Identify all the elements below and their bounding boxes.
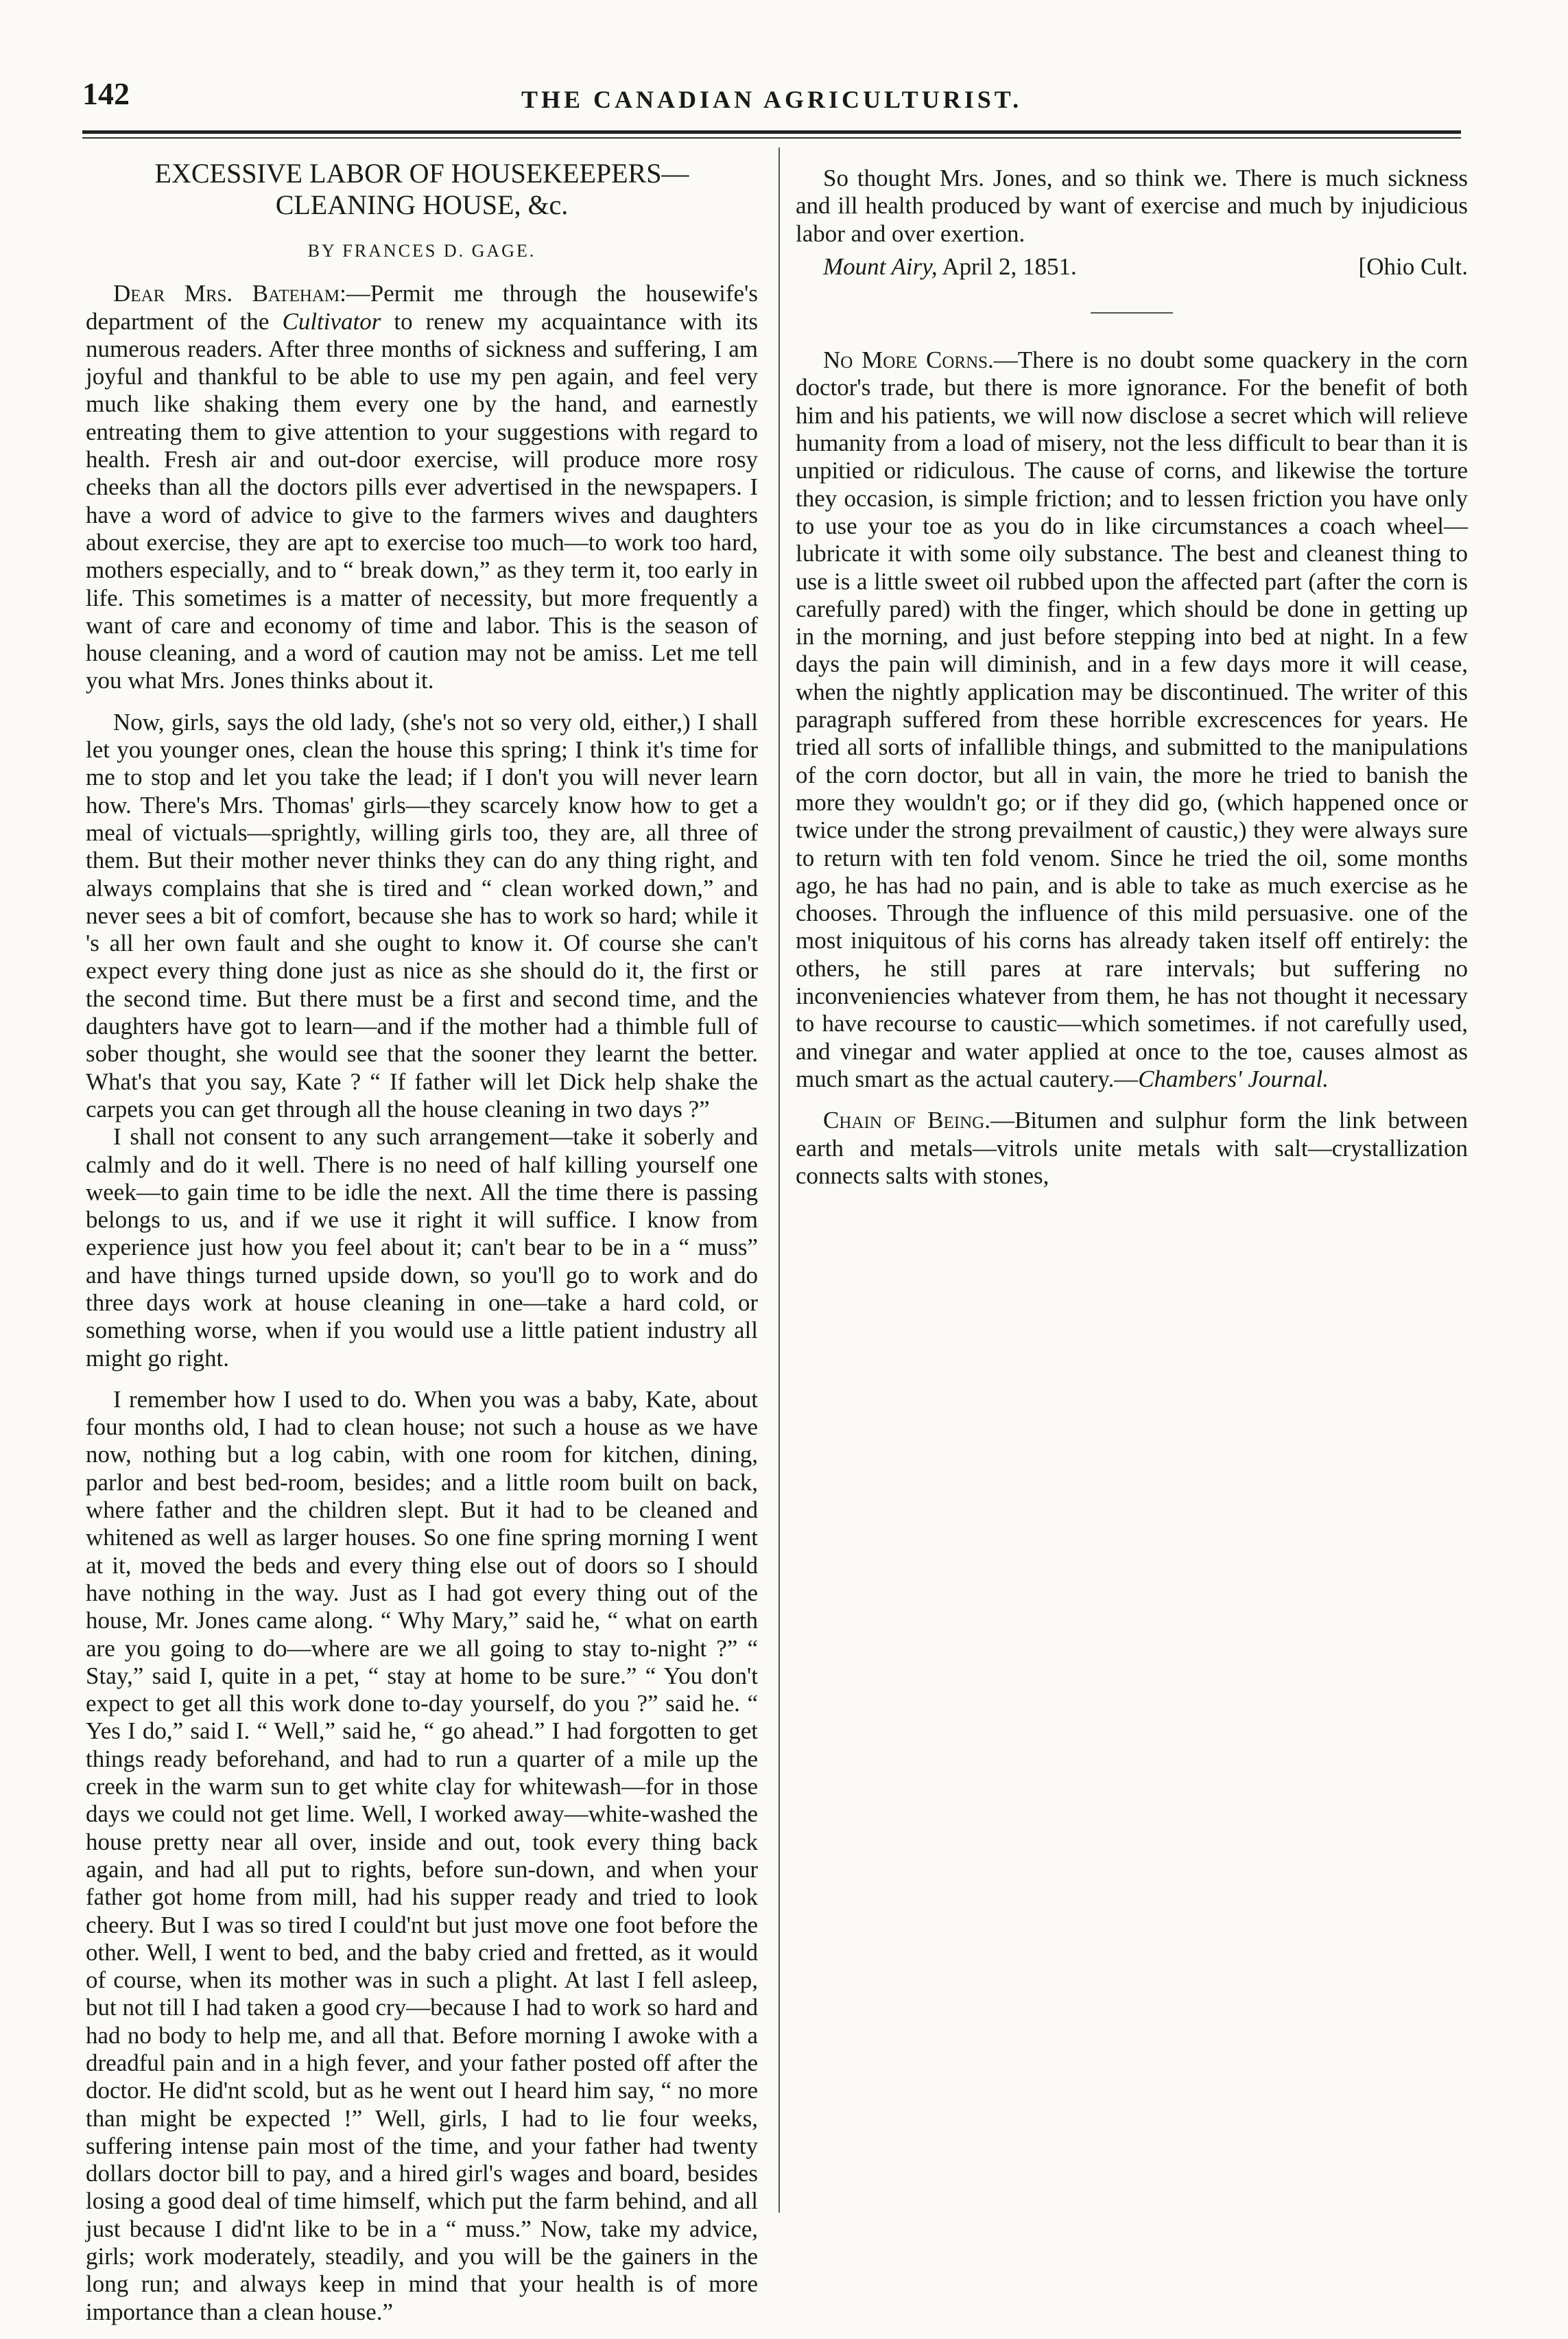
article-paragraph-3: I shall not consent to any such arrangement—take it soberly and calmly and do it well. There is no need of half killing yourself one week—to gain time to be idle the next. All the time there is passing belongs to us, and if we use it right it will suffice. I know from experience just how you feel about it; can't bear to be in a “ muss” and have things turned upside down, so you'll go to work and do three days work at house cleaning in one—take a hard cold, or something worse, when if you would use a little patient industry all might go right.: [86, 1123, 758, 1372]
chain-heading: Chain of Being.: [823, 1107, 990, 1134]
article-paragraph-4: I remember how I used to do. When you was a baby, Kate, about four months old, I had to clean house; not such a house as we have now, nothing but a log cabin, with one room for kitchen, dining, parlor and best bed-room, besides; and a little room built on back, where father and the children slept. But it had to be cleaned and whitened as well as larger houses. So one fine spring morning I went at it, moved the beds and every thing else out of doors so I should have nothing in the way. Just as I had got every thing out of the house, Mr. Jones came along. “ Why Mary,” said he, “ what on earth are you going to do—where are we all going to stay to-night ?” “ Stay,” said I, quite in a pet, “ stay at home to be sure.” “ You don't expect to get all this work done to-day yourself, do you ?” said he. “ Yes I do,” said I. “ Well,” said he, “ go ahead.” I had forgotten to get things ready beforehand, and had to run a quarter of a mile up the creek in the warm sun to get white clay for whitewash—for in those days we could not get lime. Well, I worked away—white-washed the house pretty near all over, inside and out, took every thing back again, and had all put to rights, before sun-down, and when your father got home from mill, had his supper ready and tried to look cheery. But I was so tired I could'nt but just move one foot before the other. Well, I went to bed, and the baby cried and fretted, as it would of course, when its mother was in such a plight. At last I fell asleep, but not till I had taken a good cry—because I had to work so hard and had no body to help me, and all that. Before morning I awoke with a dreadful pain and in a high fever, and your father posted off after the doctor. He did'nt scold, but as he went out I heard him say, “ no more than might be expected !” Well, girls, I had to lie four weeks, suffering intense pain most of the time, and your father had twenty dollars doctor bill to pay, and a hired girl's wages and board, besides losing a good deal of time himself, which put the farm behind, and all just because I did'nt like to be in a “ muss.” Now, take my advice, girls; work moderately, steadily, and you will be the gainers in the long run; and always keep in mind that your health is of more importance than a clean house.”: [86, 1385, 758, 2325]
article-dateline: [796, 253, 1468, 281]
page-number: 142: [82, 76, 130, 111]
left-column: [86, 151, 758, 2326]
dateline-date: April 2, 1851.: [937, 252, 1077, 280]
dateline-source: [Ohio Cult.: [1358, 252, 1468, 280]
article-paragraph-5: So thought Mrs. Jones, and so think we. There is much sickness and ill health produced by want of exercise and much by injudicious labor and over exertion.: [796, 165, 1468, 247]
page-header: [82, 75, 1461, 124]
header-rule-thin: [82, 137, 1461, 139]
dateline-place: Mount Airy,: [823, 252, 938, 280]
article-title: EXCESSIVE LABOR OF HOUSEKEEPERS—CLEANING HOUSE, &c.: [154, 158, 689, 220]
cultivator-title: Cultivator: [282, 307, 381, 335]
header-rule-thick: [82, 130, 1461, 134]
corns-source: Chambers' Journal.: [1138, 1065, 1329, 1092]
article-paragraph-2: Now, girls, says the old lady, (she's not so very old, either,) I shall let you younger ones, clean the house this spring; I think it's time for me to stop and let you take the lead; if I don't you will never learn how. There's Mrs. Thomas' girls—they scarcely know how to get a meal of victuals—sprightly, willing girls too, they are, all three of them. But their mother never thinks they can do any thing right, and always complains that she is tired and “ clean worked down,” and never sees a bit of comfort, because she has to work so hard; while it 's all her own fault and she ought to know it. Of course she can't expect every thing done just as nice as she should do it, the first or the second time. But there must be a first and second time, and the daughters have got to learn—and if the mother had a thimble full of sober thought, she would see that the sooner they learnt the better. What's that you say, Kate ? “ If father will let Dick help shake the carpets you can get through all the house cleaning in two days ?”: [86, 708, 758, 1123]
right-column: [796, 151, 1468, 1190]
corns-heading: No More Corns.: [823, 346, 994, 374]
section-divider: [1091, 312, 1173, 314]
corns-paragraph: [796, 346, 1468, 1093]
chain-paragraph: [796, 1107, 1468, 1190]
salutation: Dear Mrs. Bateham: [113, 280, 340, 307]
article-paragraph-1: Dear Mrs. Bateham:—Permit me through the housewife's department of the Cultivator to renew my acquaintance with its numerous readers. After three months of sickness and suffering, I am joyful and thankful to be able to use my pen again, and feel very much like shaking them every one by the hand, and earnestly entreating them to give attention to your suggestions with regard to health. Fresh air and out-door exercise, will produce more rosy cheeks than all the doctors pills ever advertised in the newspapers. I have a word of advice to give to the farmers wives and daughters about exercise, they are apt to exercise too much—to work too hard, mothers especially, and to “ break down,” as they term it, too early in life. This sometimes is a matter of necessity, but more frequently a want of care and economy of time and labor. This is the season of house cleaning, and a word of caution may not be amiss. Let me tell you what Mrs. Jones thinks about it.: [86, 280, 758, 694]
running-head: THE CANADIAN AGRICULTURIST.: [521, 86, 1023, 113]
corns-body: —There is no doubt some quackery in the corn doctor's trade, but there is more ignorance. For the benefit of both him and his patients, we will now disclose a secret which will relieve humanity from a load of misery, not the less difficult to bear than it is unpitied or ridiculous. The cause of corns, and likewise the torture they occasion, is simple friction; and to lessen friction you have only to use your toe as you do in like circumstances a coach wheel—lubricate it with some oily substance. The best and cleanest thing to use is a little sweet oil rubbed upon the affected part (after the corn is carefully pared) with the finger, which should be done in getting up in the morning, and just before stepping into bed at night. In a few days the pain will diminish, and in a few days more it will cease, when the nightly application may be discontinued. The writer of this paragraph suffered from these horrible excrescences for years. He tried all sorts of infallible things, and submitted to the manipulations of the corn doctor, but all in vain, the more he tried to banish the more they wouldn't go; or if they did go, (which happened once or twice under the strong prevailment of caustic,) they were always sure to return with ten fold venom. Since he tried the oil, some months ago, he has had no pain, and is able to take as much exercise as he chooses. Through the influence of this mild persuasive. one of the most iniquitous of his corns has already taken itself off entirely: the others, he still pares at rare intervals; but suffering no inconveniencies whatever from them, he has not thought it necessary to have recourse to caustic—which sometimes. if not carefully used, and vinegar and water applied at once to the toe, causes almost as much smart as the actual cautery.—: [796, 346, 1469, 1092]
article-byline: BY FRANCES D. GAGE.: [307, 241, 536, 261]
column-divider: [779, 148, 780, 2213]
chain-body: —Bitumen and sulphur form the link between earth and metals—vitrols unite metals with salt—crystallization connects salts with stones,: [796, 1107, 1469, 1189]
